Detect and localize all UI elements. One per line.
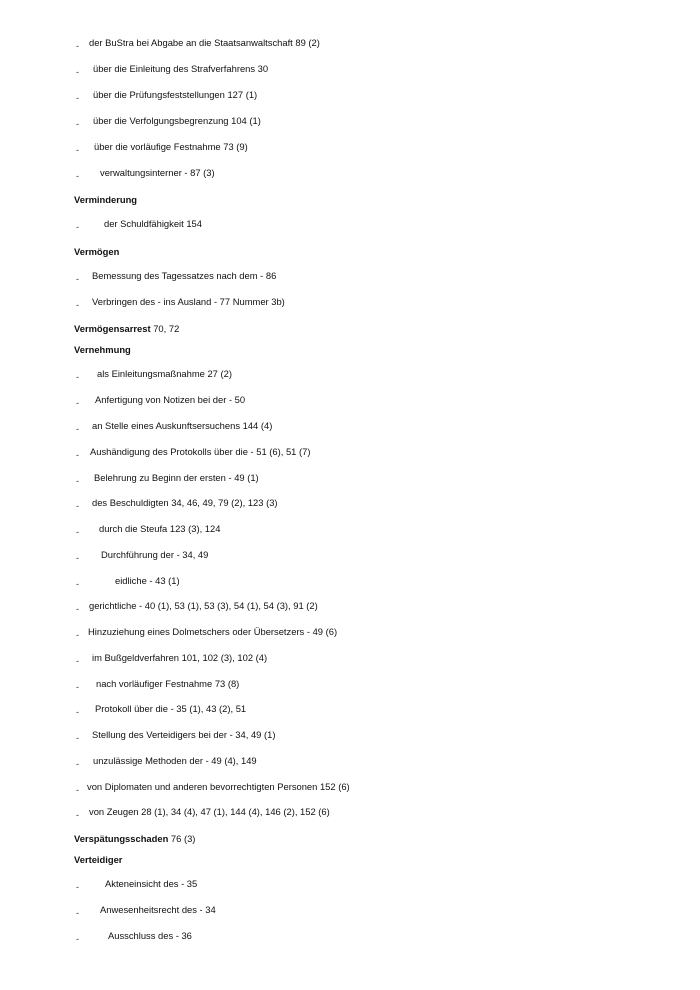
entry-text: über die Einleitung des Strafverfahrens 30 (93, 63, 269, 74)
heading-term: Vermögen (74, 246, 120, 257)
entry-text: Stellung des Verteidigers bei der - 34, 49 (1) (92, 729, 276, 740)
dash-marker: - (76, 424, 79, 434)
entry-text: Aushändigung des Protokolls über die - 51 (6), 51 (7) (90, 446, 311, 457)
entry-text: durch die Steufa 123 (3), 124 (99, 523, 221, 534)
dash-marker: - (76, 119, 79, 129)
index-heading (74, 246, 119, 258)
entry-text: Hinzuziehung eines Dolmetschers oder Übersetzers - 49 (6) (88, 626, 338, 637)
dash-marker: - (76, 67, 79, 77)
dash-marker: - (76, 476, 79, 486)
entry-text: über die Verfolgungsbegrenzung 104 (1) (93, 115, 261, 126)
index-heading (74, 854, 122, 866)
entry-text: eidliche - 43 (1) (115, 575, 180, 586)
dash-marker: - (76, 707, 79, 717)
dash-marker: - (76, 398, 79, 408)
dash-marker: - (76, 300, 79, 310)
heading-term: Verspätungsschaden (74, 833, 169, 844)
entry-text: Anfertigung von Notizen bei der - 50 (95, 394, 246, 405)
dash-marker: - (76, 579, 79, 589)
entry-text: als Einleitungsmaßnahme 27 (2) (97, 368, 232, 379)
dash-marker: - (76, 810, 79, 820)
entry-text: über die Prüfungsfeststellungen 127 (1) (93, 89, 258, 100)
dash-marker: - (76, 785, 79, 795)
dash-marker: - (76, 501, 79, 511)
entry-text: Bemessung des Tagessatzes nach dem - 86 (92, 270, 277, 281)
entry-text: gerichtliche - 40 (1), 53 (1), 53 (3), 54 (1), 54 (3), 91 (2) (89, 600, 318, 611)
entry-text: nach vorläufiger Festnahme 73 (8) (96, 678, 240, 689)
dash-marker: - (76, 145, 79, 155)
entry-text: Anwesenheitsrecht des - 34 (100, 904, 216, 915)
heading-term: Vermögensarrest (74, 323, 151, 334)
entry-text: Akteneinsicht des - 35 (105, 878, 198, 889)
dash-marker: - (76, 630, 79, 640)
dash-marker: - (76, 171, 79, 181)
entry-text: Protokoll über die - 35 (1), 43 (2), 51 (95, 703, 247, 714)
entry-text: Durchführung der - 34, 49 (101, 549, 209, 560)
dash-marker: - (76, 274, 79, 284)
dash-marker: - (76, 93, 79, 103)
dash-marker: - (76, 759, 79, 769)
entry-text: über die vorläufige Festnahme 73 (9) (94, 141, 248, 152)
dash-marker: - (76, 41, 79, 51)
dash-marker: - (76, 372, 79, 382)
heading-refs: 76 (3) (168, 833, 196, 844)
dash-marker: - (76, 656, 79, 666)
dash-marker: - (76, 934, 79, 944)
dash-marker: - (76, 882, 79, 892)
entry-text: an Stelle eines Auskunftsersuchens 144 (4) (92, 420, 273, 431)
entry-text: des Beschuldigten 34, 46, 49, 79 (2), 123 (3) (92, 497, 278, 508)
entry-text: der BuStra bei Abgabe an die Staatsanwaltschaft 89 (2) (89, 37, 320, 48)
index-heading (74, 833, 195, 845)
entry-text: Verbringen des - ins Ausland - 77 Nummer 3b) (92, 296, 285, 307)
heading-term: Verteidiger (74, 854, 123, 865)
entry-text: im Bußgeldverfahren 101, 102 (3), 102 (4) (92, 652, 268, 663)
entry-text: Belehrung zu Beginn der ersten - 49 (1) (94, 472, 259, 483)
dash-marker: - (76, 733, 79, 743)
dash-marker: - (76, 604, 79, 614)
dash-marker: - (76, 450, 79, 460)
dash-marker: - (76, 553, 79, 563)
dash-marker: - (76, 527, 79, 537)
entry-text: unzulässige Methoden der - 49 (4), 149 (93, 755, 257, 766)
index-heading (74, 194, 137, 206)
entry-text: von Zeugen 28 (1), 34 (4), 47 (1), 144 (4), 146 (2), 152 (6) (89, 806, 330, 817)
entry-text: Ausschluss des - 36 (108, 930, 192, 941)
entry-text: der Schuldfähigkeit 154 (104, 218, 202, 229)
entry-text: von Diplomaten und anderen bevorrechtigten Personen 152 (6) (87, 781, 350, 792)
heading-term: Vernehmung (74, 344, 131, 355)
heading-term: Verminderung (74, 194, 138, 205)
index-heading (74, 323, 179, 335)
dash-marker: - (76, 222, 79, 232)
dash-marker: - (76, 908, 79, 918)
dash-marker: - (76, 682, 79, 692)
entry-text: verwaltungsinterner - 87 (3) (100, 167, 215, 178)
heading-refs: 70, 72 (150, 323, 180, 334)
index-heading (74, 344, 131, 356)
